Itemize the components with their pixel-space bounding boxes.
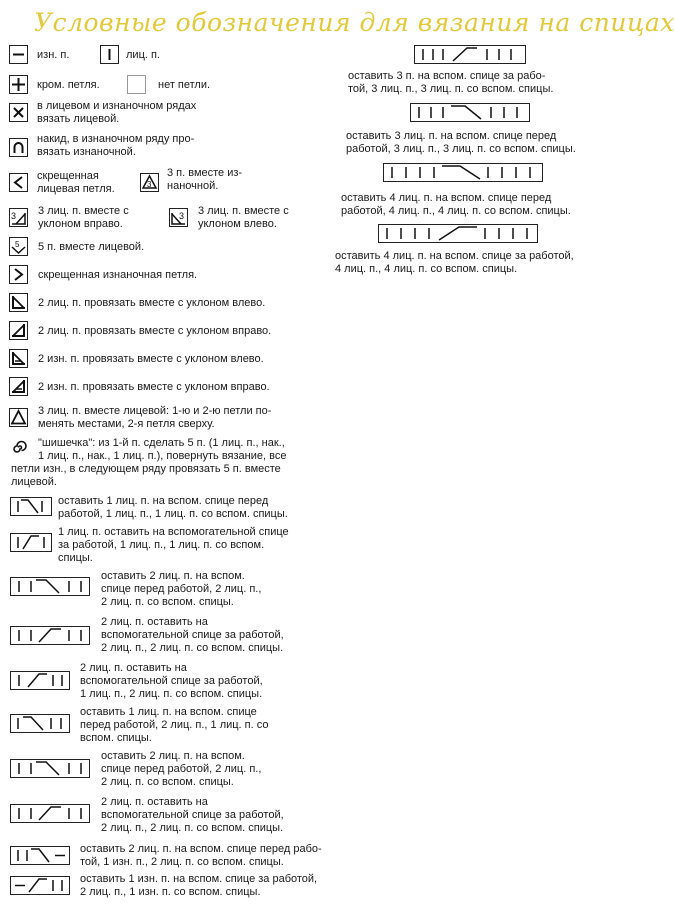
- cable-left-10-line-1: оставить 1 изн. п. на вспом. спице за работой,: [80, 873, 318, 885]
- cable-left-8-line-2: вспомогательной спице за работой,: [101, 809, 284, 821]
- cable-4-4-back-icon: [378, 224, 538, 243]
- garter-label-2: вязать лицевой.: [37, 113, 120, 125]
- cable-2-2-back-b-icon: [10, 804, 90, 823]
- edge-stitch-icon: [9, 75, 28, 94]
- cable-2-1-purl-front-icon: [10, 846, 70, 865]
- three-knit-right-icon: [9, 208, 28, 227]
- three-knit-left-icon: [169, 208, 188, 227]
- purl-symbol-icon: [9, 45, 28, 64]
- p2tog-right-icon: [9, 377, 28, 396]
- cable-left-5-line-2: вспомогательной спице за работой,: [80, 675, 263, 687]
- cable-left-8-line-3: 2 лиц. п., 2 лиц. п. со вспом. спицы.: [101, 822, 284, 834]
- garter-x-icon: [9, 103, 28, 122]
- svg-text:5: 5: [15, 240, 20, 249]
- cable-left-4-line-2: вспомогательной спице за работой,: [101, 629, 284, 641]
- cable-left-9-line-2: той, 1 изн. п., 2 лиц. п. со вспом. спицы.: [80, 856, 284, 868]
- bobble-spiral-icon: [9, 438, 28, 457]
- cable-left-6-line-3: вспом. спицы.: [80, 732, 152, 744]
- bobble-label-1: "шишечка": из 1-й п. сделать 5 п. (1 лиц. п., нак.,: [38, 437, 285, 449]
- garter-label-1: в лицевом и изнаночном рядах: [37, 100, 197, 112]
- cable-left-4-line-1: 2 лиц. п. оставить на: [101, 616, 208, 628]
- cable-left-3-line-2: спице перед работой, 2 лиц. п.,: [101, 583, 262, 595]
- yarn-over-icon: [9, 138, 28, 157]
- cable-2-2-back-icon: [10, 626, 90, 645]
- k2tog-left-label: 2 лиц. п. провязать вместе с уклоном влево.: [38, 297, 266, 309]
- three-purl-together-label-2: наночной.: [167, 180, 219, 192]
- bobble-label-3: петли изн., в следующем ряду провязать 5 п. вместе: [11, 463, 281, 475]
- cable-1-2-purl-back-icon: [10, 876, 70, 895]
- twisted-purl-icon: [9, 265, 28, 284]
- svg-text:3: 3: [11, 211, 17, 221]
- three-knit-right-label-1: 3 лиц. п. вместе с: [38, 205, 129, 217]
- yarn-over-label-2: вязать изнаночной.: [37, 146, 136, 158]
- no-stitch-icon: [127, 75, 146, 94]
- five-together-label: 5 п. вместе лицевой.: [38, 241, 145, 253]
- p2tog-right-label: 2 изн. п. провязать вместе с уклоном вправо.: [38, 381, 270, 393]
- three-purl-together-label-1: 3 п. вместе из-: [167, 167, 243, 179]
- cable-left-2-line-3: спицы.: [58, 552, 93, 564]
- k3tog-swap-label-2: менять местами, 2-я петля сверху.: [38, 418, 215, 430]
- cable-2-1-back-icon: [10, 671, 70, 690]
- cable-left-9-line-1: оставить 2 лиц. п. на вспом. спице перед рабо-: [80, 843, 322, 855]
- k2tog-right-label: 2 лиц. п. провязать вместе с уклоном вправо.: [38, 325, 272, 337]
- cable-1-1-back-icon: [10, 533, 52, 552]
- cable-2-2-front-icon: [10, 577, 90, 596]
- cable-right-1-line-2: той, 3 лиц. п., 3 лиц. п. со вспом. спицы.: [348, 83, 554, 95]
- cable-left-7-line-3: 2 лиц. п. со вспом. спицы.: [101, 776, 234, 788]
- twisted-purl-label: скрещенная изнаночная петля.: [38, 269, 198, 281]
- yarn-over-label-1: накид, в изнаночном ряду про-: [37, 133, 195, 145]
- cable-left-5-line-1: 2 лиц. п. оставить на: [80, 662, 187, 674]
- cable-left-6-line-1: оставить 1 лиц. п. на вспом. спице: [80, 706, 257, 718]
- k2tog-left-icon: [9, 293, 28, 312]
- cable-left-7-line-1: оставить 2 лиц. п. на вспом.: [101, 750, 245, 762]
- knit-label: лиц. п.: [126, 49, 160, 61]
- no-stitch-label: нет петли.: [158, 79, 211, 91]
- k3tog-triangle-icon: [9, 408, 28, 427]
- bobble-label-2: 1 лиц. п., нак., 1 лиц. п.), повернуть вязание, все: [38, 450, 287, 462]
- cable-left-2-line-2: за работой, 1 лиц. п., 1 лиц. п. со вспом.: [58, 539, 265, 551]
- p2tog-left-icon: [9, 349, 28, 368]
- cable-left-10-line-2: 2 лиц. п., 1 изн. п. со вспом. спицы.: [80, 886, 261, 898]
- cable-right-1-line-1: оставить 3 п. на вспом. спице за рабо-: [348, 70, 546, 82]
- three-knit-left-label-1: 3 лиц. п. вместе с: [198, 205, 289, 217]
- cable-right-3-line-2: работой, 4 лиц. п., 4 лиц. п. со вспом. спицы.: [341, 205, 571, 217]
- k3tog-swap-label-1: 3 лиц. п. вместе лицевой: 1-ю и 2-ю петли по-: [38, 405, 272, 417]
- svg-text:3: 3: [147, 180, 152, 189]
- cable-left-4-line-3: 2 лиц. п., 2 лиц. п. со вспом. спицы.: [101, 642, 284, 654]
- three-knit-left-label-2: уклоном влево.: [198, 218, 277, 230]
- cable-left-5-line-3: 1 лиц. п., 2 лиц. п. со вспом. спицы.: [80, 688, 263, 700]
- cable-left-3-line-1: оставить 2 лиц. п. на вспом.: [101, 570, 245, 582]
- knit-symbol-icon: [100, 45, 119, 64]
- cable-left-2-line-1: 1 лиц. п. оставить на вспомогательной спице: [58, 526, 289, 538]
- cable-right-2-line-1: оставить 3 лиц. п. на вспом. спице перед: [346, 130, 557, 142]
- cable-right-3-line-1: оставить 4 лиц. п. на вспом. спице перед: [341, 192, 552, 204]
- cable-right-4-line-2: 4 лиц. п., 4 лиц. п. со вспом. спицы.: [335, 263, 518, 275]
- cable-1-1-front-icon: [10, 497, 52, 516]
- cable-1-2-front-icon: [10, 714, 70, 733]
- cable-right-4-line-1: оставить 4 лиц. п. на вспом. спице за работой,: [335, 250, 574, 262]
- twisted-knit-icon: [9, 173, 28, 192]
- k2tog-right-icon: [9, 321, 28, 340]
- three-purl-together-icon: [140, 173, 159, 192]
- cable-3-3-back-icon: [414, 45, 526, 64]
- cable-2-2-front-b-icon: [10, 759, 90, 778]
- bobble-label-4: лицевой.: [11, 476, 57, 488]
- cable-left-1-line-2: работой, 1 лиц. п., 1 лиц. п. со вспом. спицы.: [58, 508, 288, 520]
- cable-left-8-line-1: 2 лиц. п. оставить на: [101, 796, 208, 808]
- edge-stitch-label: кром. петля.: [37, 79, 100, 91]
- svg-text:3: 3: [179, 211, 185, 221]
- cable-4-4-front-icon: [383, 163, 543, 182]
- cable-left-7-line-2: спице перед работой, 2 лиц. п.,: [101, 763, 262, 775]
- cable-3-3-front-icon: [410, 103, 530, 122]
- five-together-icon: [9, 237, 28, 256]
- p2tog-left-label: 2 изн. п. провязать вместе с уклоном влево.: [38, 353, 264, 365]
- twisted-knit-label-1: скрещенная: [37, 170, 99, 182]
- cable-left-1-line-1: оставить 1 лиц. п. на вспом. спице перед: [58, 495, 269, 507]
- three-knit-right-label-2: уклоном вправо.: [38, 218, 123, 230]
- page-title: Условные обозначения для вязания на спицах: [34, 8, 675, 37]
- purl-label: изн. п.: [37, 49, 70, 61]
- cable-right-2-line-2: работой, 3 лиц. п., 3 лиц. п. со вспом. спицы.: [346, 143, 576, 155]
- cable-left-3-line-3: 2 лиц. п. со вспом. спицы.: [101, 596, 234, 608]
- cable-left-6-line-2: перед работой, 2 лиц. п., 1 лиц. п. со: [80, 719, 269, 731]
- twisted-knit-label-2: лицевая петля.: [37, 183, 115, 195]
